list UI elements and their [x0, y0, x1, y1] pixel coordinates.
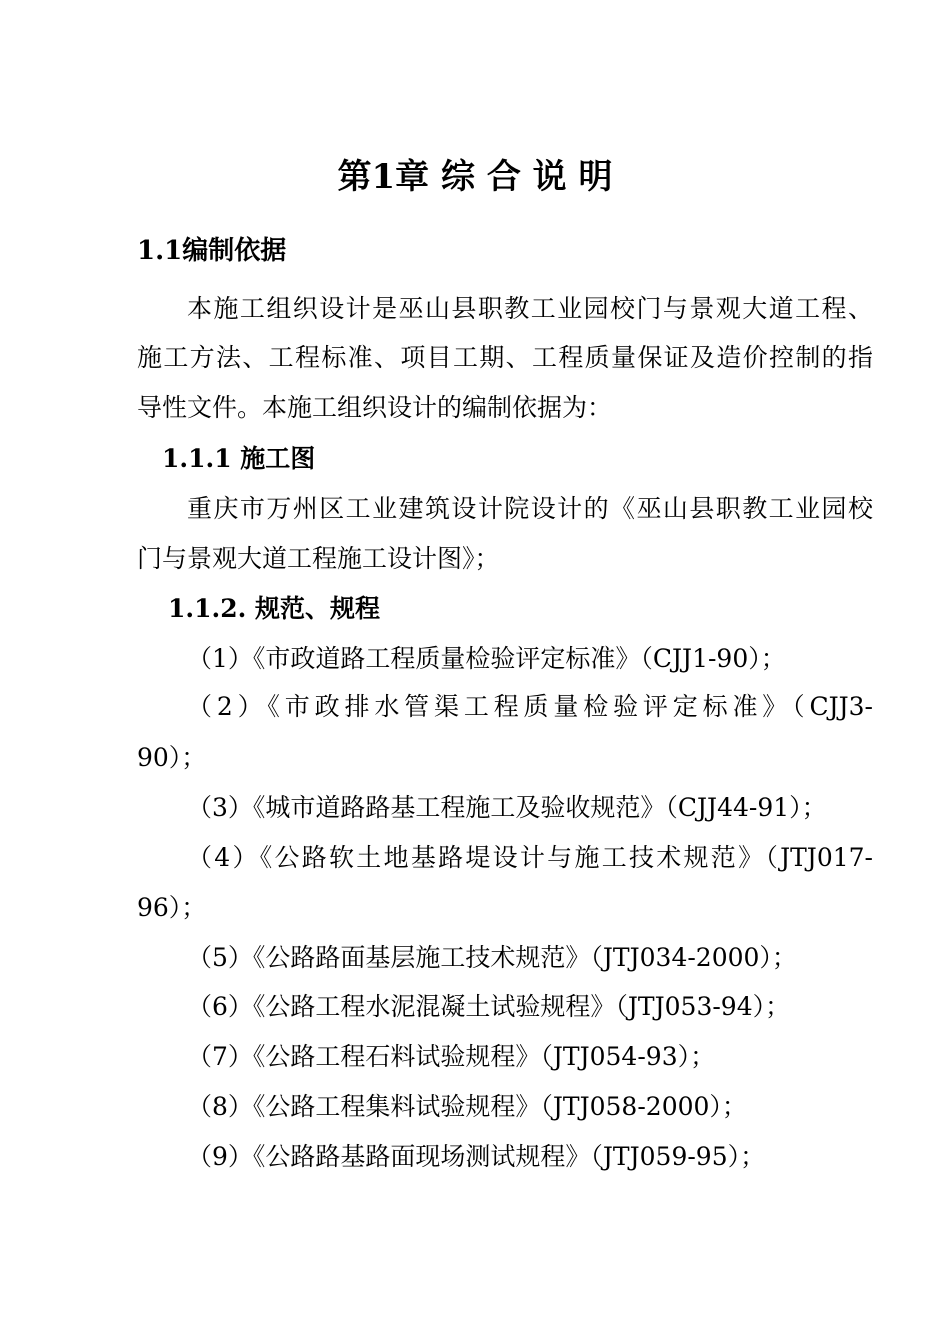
drawings-text-line-2: 门与景观大道工程施工设计图》； — [137, 544, 500, 573]
list-item: （2）《市政排水管渠工程质量检验评定标准》（CJJ3- — [187, 692, 873, 721]
subsection-heading-standards: 1.1.2. 规范、规程 — [168, 594, 380, 623]
subsection-heading-drawings: 1.1.1 施工图 — [162, 444, 316, 473]
list-item: （7）《公路工程石料试验规程》（JTJ054-93）； — [187, 1042, 716, 1071]
intro-line-2: 施工方法、工程标准、项目工期、工程质量保证及造价控制的指 — [137, 343, 873, 372]
list-item: （1）《市政道路工程质量检验评定标准》（CJJ1-90）； — [187, 644, 786, 673]
list-item: （9）《公路路基路面现场测试规程》（JTJ059-95）； — [187, 1142, 766, 1171]
section-heading: 1.1编制依据 — [137, 236, 287, 266]
list-item: （8）《公路工程集料试验规程》（JTJ058-2000）； — [187, 1092, 747, 1121]
list-item: （5）《公路路面基层施工技术规范》（JTJ034-2000）； — [187, 943, 797, 972]
intro-line-3: 导性文件。本施工组织设计的编制依据为： — [137, 393, 613, 422]
list-item: （3）《城市道路路基工程施工及验收规范》（CJJ44-91）； — [187, 793, 827, 822]
drawings-text-line-1: 重庆市万州区工业建筑设计院设计的《巫山县职教工业园校 — [187, 494, 873, 523]
list-item-continuation: 96）； — [137, 893, 207, 922]
list-item: （6）《公路工程水泥混凝土试验规程》（JTJ053-94）； — [187, 992, 791, 1021]
list-item: （4）《公路软土地基路堤设计与施工技术规范》（JTJ017- — [187, 843, 873, 872]
intro-line-1: 本施工组织设计是巫山县职教工业园校门与景观大道工程、 — [187, 294, 873, 323]
list-item-continuation: 90）； — [137, 743, 207, 772]
chapter-title: 第1章 综 合 说 明 — [337, 157, 613, 197]
